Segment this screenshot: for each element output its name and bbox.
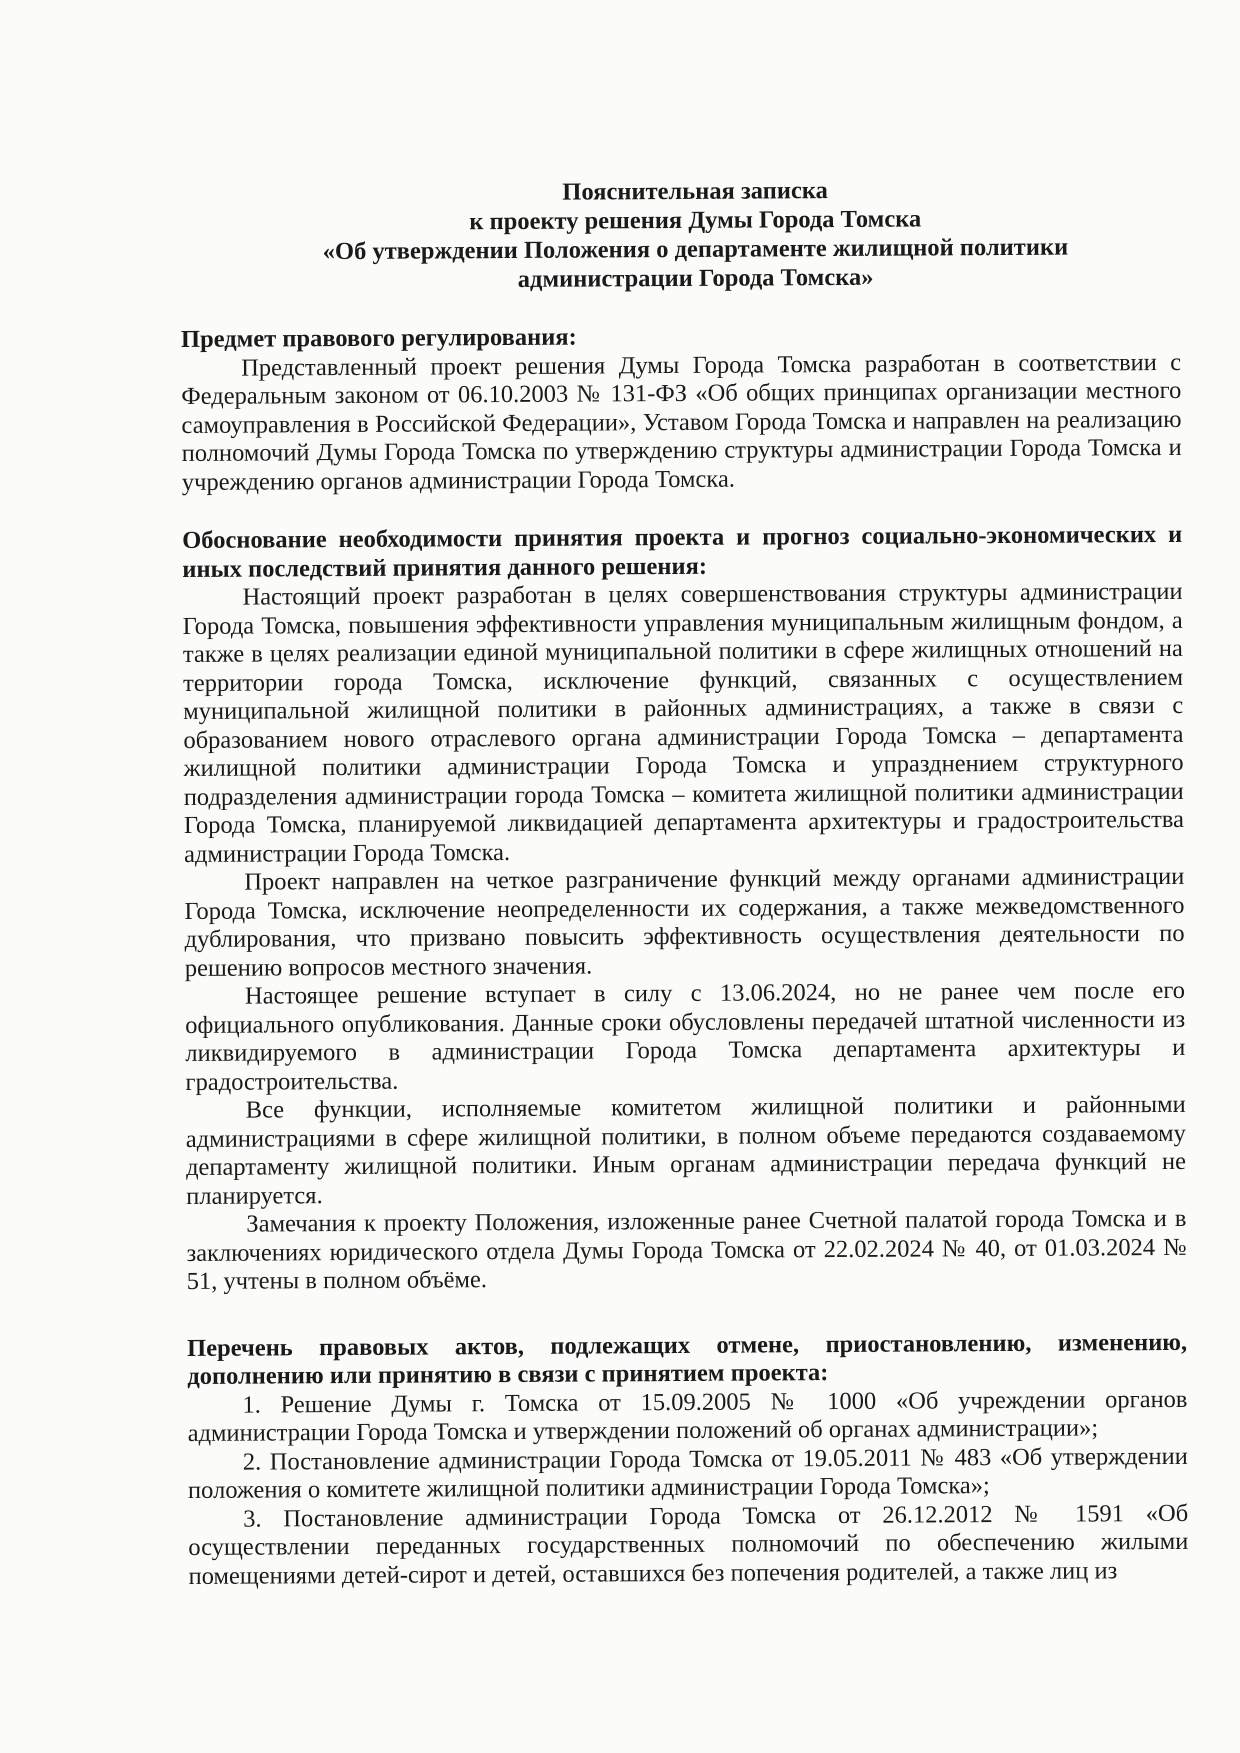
document-title	[180, 174, 1181, 296]
title-line-4: администрации Города Томска»	[517, 263, 874, 293]
section-subject	[181, 320, 1182, 497]
paragraph: Проект направлен на четкое разграничение функций между органами администрации Города Томска, исключение неопределенности их содержания, а также межведомственного дублирования, что призвано повысить эффективность осуществления деятельности по решению вопросов местного значения.	[184, 862, 1185, 982]
paragraph: Все функции, исполняемые комитетом жилищной политики и районными администрациями в сфере жилищной политики, в полном объеме передаются создаваемому департаменту жилищной политики. Иным органам администрации передача функций не планируется.	[185, 1090, 1187, 1210]
section-heading: Обоснование необходимости принятия проекта и прогноз социально-экономических и иных последствий принятия данного решения:	[182, 520, 1183, 583]
section-heading: Перечень правовых актов, подлежащих отмене, приостановлению, изменению, дополнению или принятию в связи с принятием проекта:	[187, 1328, 1188, 1390]
paragraph: Настоящий проект разработан в целях совершенствования структуры администрации Города Томска, повышения эффективности управления муниципальным жилищным фондом, а также в целях реализации единой муниципальной политики в сфере жилищных отношений на территории города Томска, исключение функций, связанных с осуществлением муниципальной жилищной политики в районных администрациях, а также в связи с образованием нового отраслевого органа администрации Города Томска – департамента жилищной политики администрации Города Томска и упразднением структурного подразделения администрации города Томска – комитета жилищной политики администрации Города Томска, планируемой ликвидацией департамента архитектуры и градостроительства администрации Города Томска.	[182, 577, 1185, 868]
document-body	[180, 174, 1189, 1591]
paragraph: Представленный проект решения Думы Города Томска разработан в соответствии с Федеральным законом от 06.10.2003 № 131-ФЗ «Об общих принципах организации местного самоуправления в Российской Федерации», Уставом Города Томска и направлен на реализацию полномочий Думы Города Томска по утверждению структуры администрации Города Томска и учреждению органов администрации Города Томска.	[181, 348, 1182, 496]
list-item: 2. Постановление администрации Города Томска от 19.05.2011 № 483 «Об утверждении положения о комитете жилищной политики администрации Города Томска»;	[187, 1442, 1188, 1504]
section-justification	[182, 521, 1187, 1297]
section-heading: Предмет правового регулирования:	[180, 323, 577, 353]
paragraph: Замечания к проекту Положения, изложенные ранее Счетной палатой города Томска и в заключениях юридического отдела Думы Города Томска от 22.02.2024 № 40, от 01.03.2024 № 51, учтены в полном объёме.	[186, 1204, 1187, 1295]
title-line-3: «Об утверждении Положения о департаменте жилищной политики	[322, 233, 1069, 266]
section-legal-acts	[187, 1328, 1189, 1591]
title-line-1: Пояснительная записка	[562, 177, 828, 206]
list-item: 3. Постановление администрации Города Томска от 26.12.2012 № 1591 «Об осуществлении переданных государственных полномочий по обеспечению жилыми помещениями детей-сирот и детей, оставшихся без попечения родителей, а также лиц из	[188, 1499, 1189, 1590]
title-line-2: к проекту решения Думы Города Томска	[469, 205, 922, 236]
paragraph: Настоящее решение вступает в силу с 13.06.2024, но не ранее чем после его официального опубликования. Данные сроки обусловлены передачей штатной численности из ликвидируемого в администрации Города Томска департамента архитектуры и градостроительства.	[185, 976, 1186, 1096]
list-item: 1. Решение Думы г. Томска от 15.09.2005 № 1000 «Об учреждении органов администрации Города Томска и утверждении положений об органах администрации»;	[187, 1385, 1188, 1447]
